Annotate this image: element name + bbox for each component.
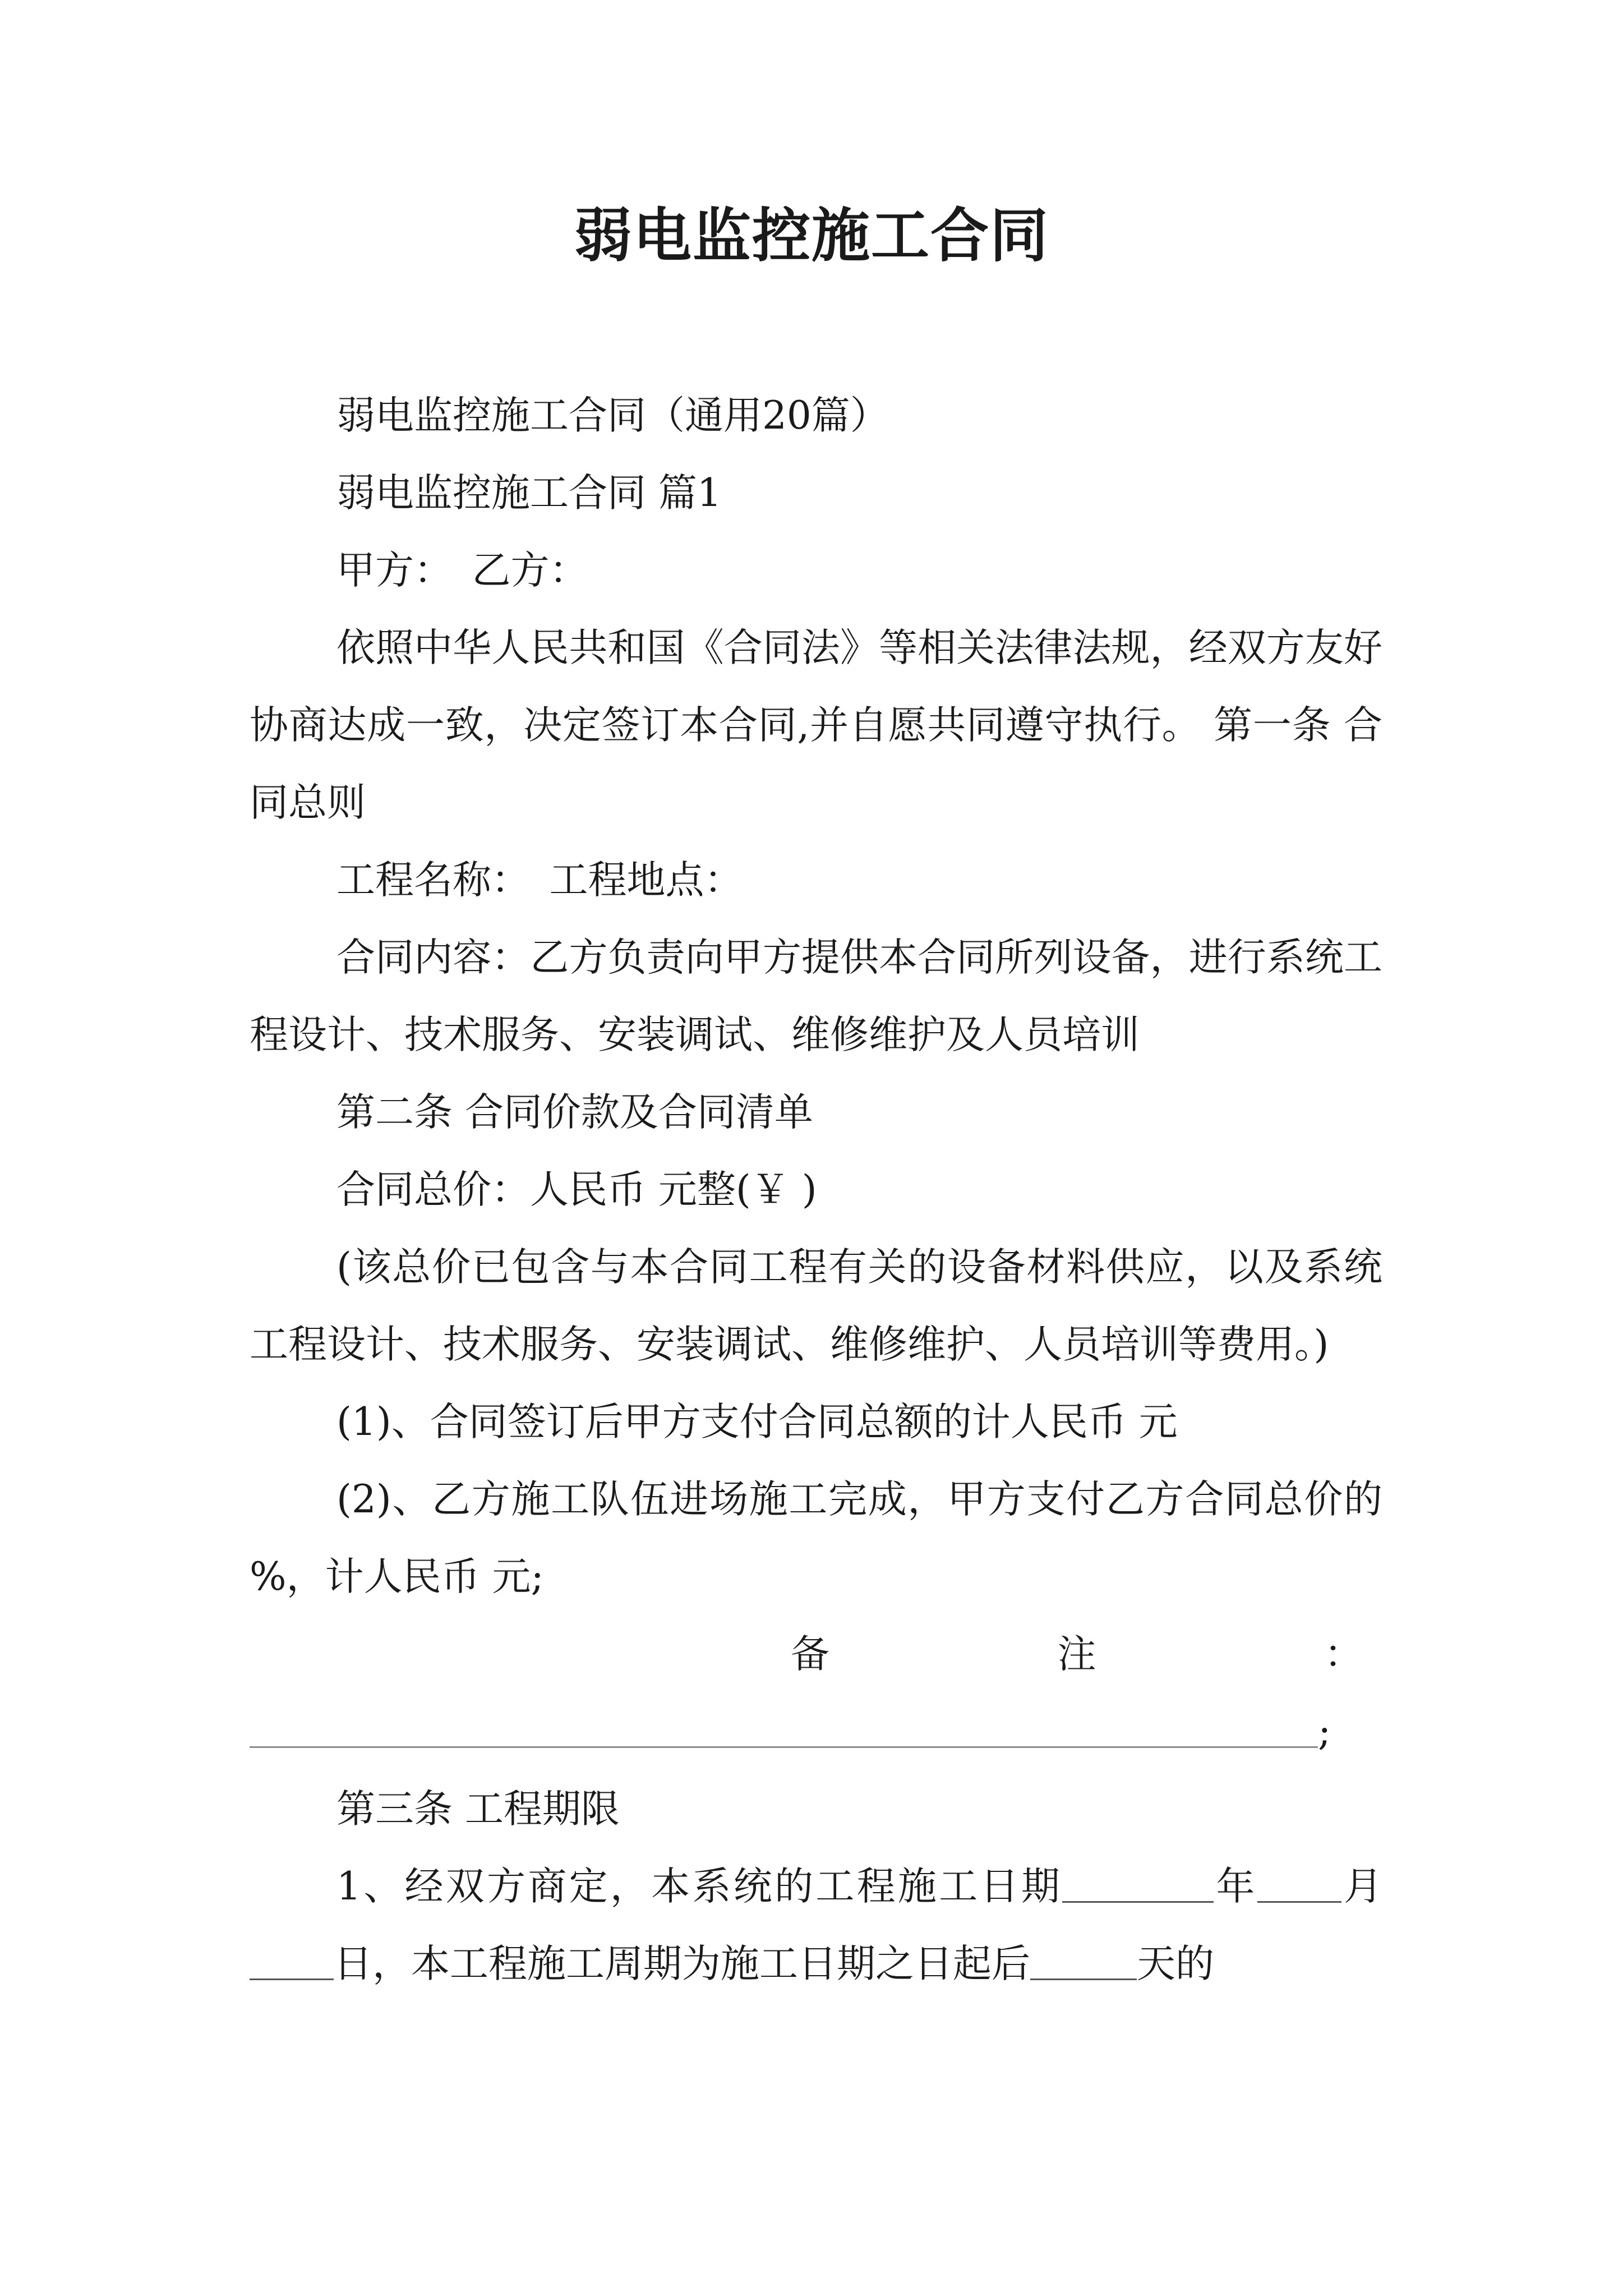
paragraph-contract-content: 合同内容：乙方负责向甲方提供本合同所列设备，进行系统工程设计、技术服务、安装调试、维修维护及人员培训 — [250, 935, 1382, 1057]
document-title: 弱电监控施工合同 — [573, 201, 1049, 270]
month-blank — [1257, 1866, 1341, 1902]
days-blank — [1030, 1943, 1137, 1980]
remark-colon: ： — [1324, 1632, 1363, 1677]
paragraph-project-info: 工程名称： 工程地点： — [336, 858, 743, 903]
paragraph-total-price: 合同总价：人民币 元整(￥ ) — [336, 1167, 817, 1212]
schedule-text-year: 年 — [1214, 1864, 1257, 1909]
remark-char-2: 注 — [1057, 1632, 1096, 1677]
paragraph-payment-1: (1)、合同签订后甲方支付合同总额的计人民币 元 — [336, 1400, 1178, 1444]
paragraph-schedule — [250, 1848, 1382, 2003]
paragraph-subtitle: 弱电监控施工合同（通用20篇） — [336, 393, 889, 438]
paragraph-preamble: 依照中华人民共和国《合同法》等相关法律法规，经双方友好协商达成一致，决定签订本合同,并自愿共同遵守执行。 第一条 合同总则 — [250, 625, 1382, 825]
remark-label-row — [250, 1616, 1382, 1693]
remark-end-mark: ; — [1318, 1709, 1331, 1754]
schedule-text-month: 月 — [1341, 1864, 1383, 1909]
paragraph-article-3-heading: 第三条 工程期限 — [336, 1787, 620, 1832]
paragraph-parties: 甲方： 乙方： — [336, 548, 588, 593]
schedule-text-2: 日，本工程施工周期为施工日期之日起后 — [334, 1941, 1030, 1986]
paragraph-article-2-heading: 第二条 合同价款及合同清单 — [336, 1090, 813, 1135]
document-body — [250, 377, 1382, 2003]
schedule-text-1: 1、经双方商定，本系统的工程施工日期 — [336, 1864, 1063, 1909]
remark-blank-row — [250, 1693, 1382, 1770]
paragraph-price-note: (该总价已包含与本合同工程有关的设备材料供应，以及系统工程设计、技术服务、安装调试、维修维护、人员培训等费用。) — [250, 1245, 1382, 1367]
day-blank — [250, 1943, 334, 1980]
remark-blank-line — [250, 1707, 1318, 1748]
year-blank — [1062, 1866, 1214, 1902]
remark-char-1: 备 — [791, 1632, 829, 1677]
paragraph-section-heading: 弱电监控施工合同 篇1 — [336, 471, 722, 516]
paragraph-payment-2: (2)、乙方施工队伍进场施工完成，甲方支付乙方合同总价的 %，计人民币 元; — [250, 1477, 1382, 1599]
schedule-text-days: 天的 — [1137, 1941, 1214, 1986]
